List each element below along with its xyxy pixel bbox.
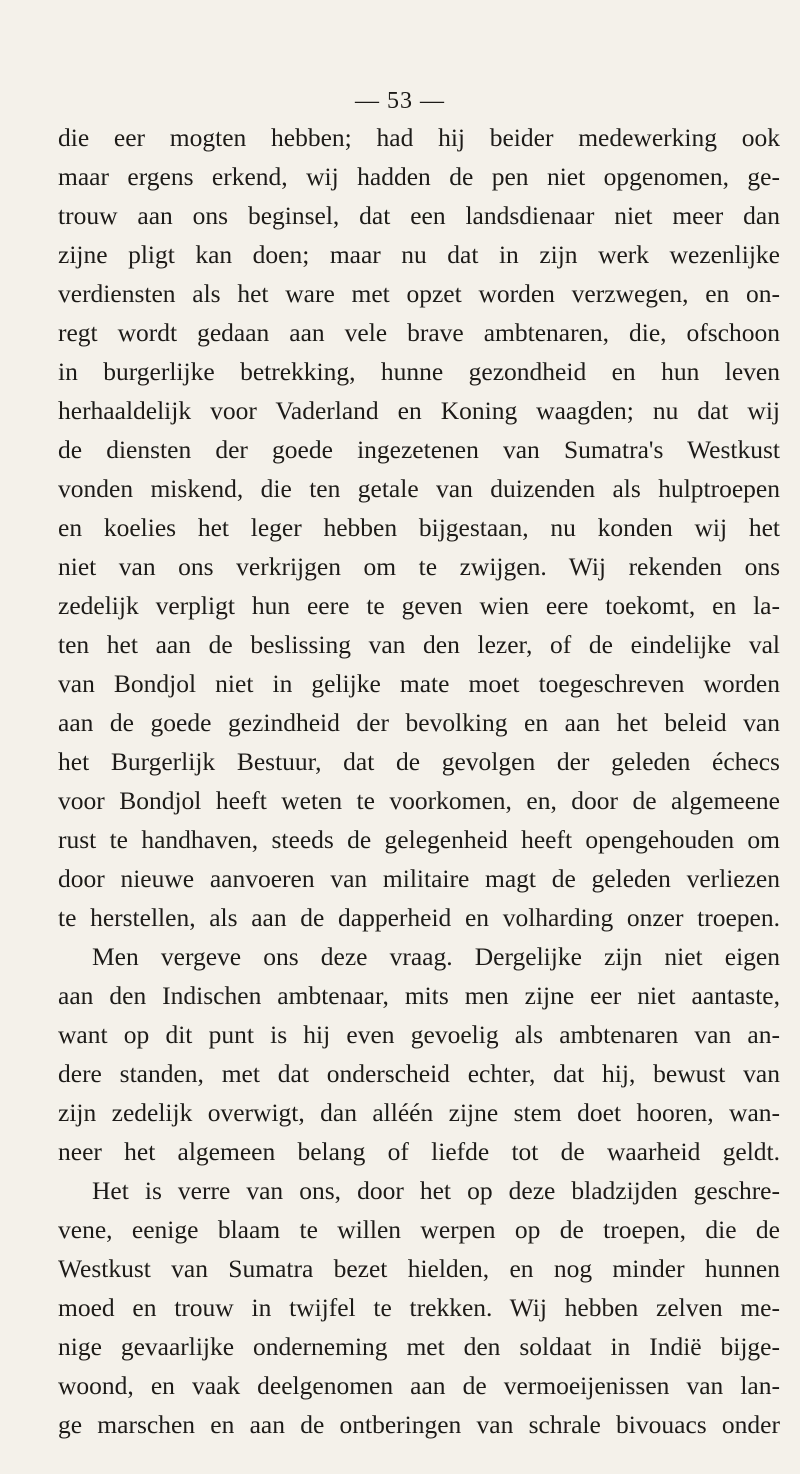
- text-line: nige gevaarlijke onderneming met den soldaat in Indië bijge-: [58, 1332, 780, 1361]
- text-line: vonden miskend, die ten getale van duizenden als hulptroepen: [58, 474, 780, 503]
- text-line: aan de goede gezindheid der bevolking en aan het beleid van: [58, 708, 780, 737]
- text-line: moed en trouw in twijfel te trekken. Wij hebben zelven me-: [58, 1293, 780, 1322]
- text-line: regt wordt gedaan aan vele brave ambtenaren, die, ofschoon: [58, 318, 780, 347]
- text-line: zijn zedelijk overwigt, dan alléén zijne stem doet hooren, wan-: [58, 1098, 780, 1127]
- text-line: herhaaldelijk voor Vaderland en Koning waagden; nu dat wij: [58, 396, 780, 425]
- text-line: Het is verre van ons, door het op deze bladzijden geschre-: [92, 1176, 780, 1205]
- text-line: neer het algemeen belang of liefde tot de waarheid geldt.: [58, 1137, 780, 1166]
- text-line: dere standen, met dat onderscheid echter, dat hij, bewust van: [58, 1059, 780, 1088]
- text-line: en koelies het leger hebben bijgestaan, nu konden wij het: [58, 513, 780, 542]
- text-line: trouw aan ons beginsel, dat een landsdienaar niet meer dan: [58, 201, 780, 230]
- text-line: in burgerlijke betrekking, hunne gezondheid en hun leven: [58, 357, 780, 386]
- text-line: aan den Indischen ambtenaar, mits men zijne eer niet aantaste,: [58, 981, 780, 1010]
- text-line: Men vergeve ons deze vraag. Dergelijke zijn niet eigen: [92, 942, 780, 971]
- page-number: — 53 —: [355, 88, 445, 114]
- text-line: zijne pligt kan doen; maar nu dat in zijn werk wezenlijke: [58, 240, 780, 269]
- body-text: [58, 118, 780, 1444]
- text-line: want op dit punt is hij even gevoelig als ambtenaren van an-: [58, 1020, 780, 1049]
- text-line: ge marschen en aan de ontberingen van schrale bivouacs onder: [58, 1410, 780, 1439]
- text-line: ten het aan de beslissing van den lezer, of de eindelijke val: [58, 630, 780, 659]
- text-line: maar ergens erkend, wij hadden de pen niet opgenomen, ge-: [58, 162, 780, 191]
- text-line: zedelijk verpligt hun eere te geven wien eere toekomt, en la-: [58, 591, 780, 620]
- text-line: niet van ons verkrijgen om te zwijgen. Wij rekenden ons: [58, 552, 780, 581]
- text-line: voor Bondjol heeft weten te voorkomen, en, door de algemeene: [58, 786, 780, 815]
- text-line: te herstellen, als aan de dapperheid en volharding onzer troepen.: [58, 903, 780, 932]
- text-line: die eer mogten hebben; had hij beider medewerking ook: [58, 123, 780, 152]
- text-line: woond, en vaak deelgenomen aan de vermoeijenissen van lan-: [58, 1371, 780, 1400]
- text-line: verdiensten als het ware met opzet worden verzwegen, en on-: [58, 279, 780, 308]
- text-line: vene, eenige blaam te willen werpen op de troepen, die de: [58, 1215, 780, 1244]
- text-line: Westkust van Sumatra bezet hielden, en nog minder hunnen: [58, 1254, 780, 1283]
- text-line: het Burgerlijk Bestuur, dat de gevolgen der geleden échecs: [58, 747, 780, 776]
- text-line: de diensten der goede ingezetenen van Sumatra's Westkust: [58, 435, 780, 464]
- text-line: door nieuwe aanvoeren van militaire magt de geleden verliezen: [58, 864, 780, 893]
- text-line: rust te handhaven, steeds de gelegenheid heeft opengehouden om: [58, 825, 780, 854]
- text-line: van Bondjol niet in gelijke mate moet toegeschreven worden: [58, 669, 780, 698]
